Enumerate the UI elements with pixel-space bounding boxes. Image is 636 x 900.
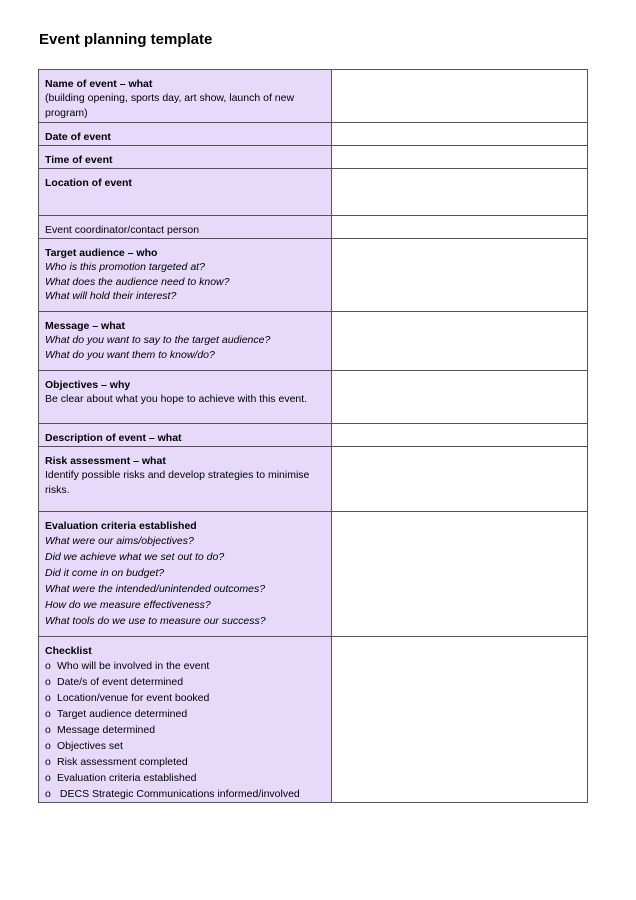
bullet-marker: o [45,740,51,753]
checklist-item [45,658,325,674]
checklist-item [45,754,325,770]
bullet-marker: o [45,692,51,705]
row-heading: Description of event – what [45,432,182,444]
row-heading: Message – what [45,320,125,332]
checklist-item-text: Message determined [57,724,156,737]
table-row [39,447,588,512]
objectives-field[interactable] [332,371,588,424]
event-planning-table [38,69,588,803]
table-row [39,637,588,803]
checklist-item-text: Who will be involved in the event [57,660,210,673]
coordinator-field[interactable] [332,216,588,239]
row-description: Be clear about what you hope to achieve with this event. [45,393,308,406]
checklist-label [39,637,332,803]
table-row [39,239,588,312]
coordinator-label [39,216,332,239]
name-of-event-label [39,70,332,123]
message-label [39,312,332,371]
target-audience-label [39,239,332,312]
row-heading: Target audience – who [45,247,158,259]
table-row [39,371,588,424]
table-row [39,312,588,371]
evaluation-criteria-label [39,512,332,637]
table-row [39,169,588,216]
bullet-marker: o [45,788,51,801]
row-heading: Location of event [45,177,132,189]
row-heading: Risk assessment – what [45,455,166,467]
row-heading: Checklist [45,645,92,657]
prompt-line: What tools do we use to measure our success? [45,615,266,628]
bullet-marker: o [45,772,51,785]
table-row [39,424,588,447]
table-row [39,512,588,637]
checklist-item-text: Risk assessment completed [57,756,188,769]
description-field[interactable] [332,424,588,447]
prompt-line: Did it come in on budget? [45,567,165,580]
table-row [39,146,588,169]
prompt-line: What do you want them to know/do? [45,348,215,361]
checklist-item-text: DECS Strategic Communications informed/involved [57,788,300,801]
risk-assessment-field[interactable] [332,447,588,512]
bullet-marker: o [45,756,51,769]
description-label [39,424,332,447]
checklist-item-text: Target audience determined [57,708,188,721]
prompt-line: What were our aims/objectives? [45,535,194,548]
prompt-line: What will hold their interest? [45,290,177,303]
prompt-line: What do you want to say to the target audience? [45,334,271,347]
objectives-label [39,371,332,424]
row-heading: Date of event [45,131,111,143]
time-of-event-field[interactable] [332,146,588,169]
location-of-event-label [39,169,332,216]
evaluation-criteria-field[interactable] [332,512,588,637]
checklist-item-text: Location/venue for event booked [57,692,210,705]
checklist-item [45,690,325,706]
prompt-line: What were the intended/unintended outcomes? [45,583,266,596]
risk-assessment-label [39,447,332,512]
time-of-event-label [39,146,332,169]
row-heading: Event coordinator/contact person [45,224,200,236]
location-of-event-field[interactable] [332,169,588,216]
prompt-line: What does the audience need to know? [45,275,230,288]
message-field[interactable] [332,312,588,371]
checklist-item [45,770,325,786]
checklist-field[interactable] [332,637,588,803]
table-row [39,70,588,123]
row-description: Identify possible risks and develop strategies to minimise risks. [45,469,310,496]
row-heading: Objectives – why [45,379,131,391]
checklist-item-text: Evaluation criteria established [57,772,197,785]
table-row [39,123,588,146]
checklist-item-text: Objectives set [57,740,123,753]
page-title: Event planning template [39,31,213,48]
table-row [39,216,588,239]
row-description: (building opening, sports day, art show, launch of new program) [45,92,295,119]
bullet-marker: o [45,676,51,689]
target-audience-field[interactable] [332,239,588,312]
checklist-item-text: Date/s of event determined [57,676,184,689]
checklist-item [45,786,325,802]
bullet-marker: o [45,708,51,721]
bullet-marker: o [45,660,51,673]
date-of-event-field[interactable] [332,123,588,146]
prompt-line: How do we measure effectiveness? [45,599,211,612]
checklist-item [45,674,325,690]
prompt-line: Who is this promotion targeted at? [45,261,205,274]
bullet-marker: o [45,724,51,737]
checklist-item [45,706,325,722]
date-of-event-label [39,123,332,146]
row-heading: Time of event [45,154,113,166]
checklist-item [45,738,325,754]
prompt-line: Did we achieve what we set out to do? [45,551,225,564]
row-heading: Evaluation criteria established [45,520,197,532]
row-heading: Name of event – what [45,78,153,90]
name-of-event-field[interactable] [332,70,588,123]
checklist-item [45,722,325,738]
